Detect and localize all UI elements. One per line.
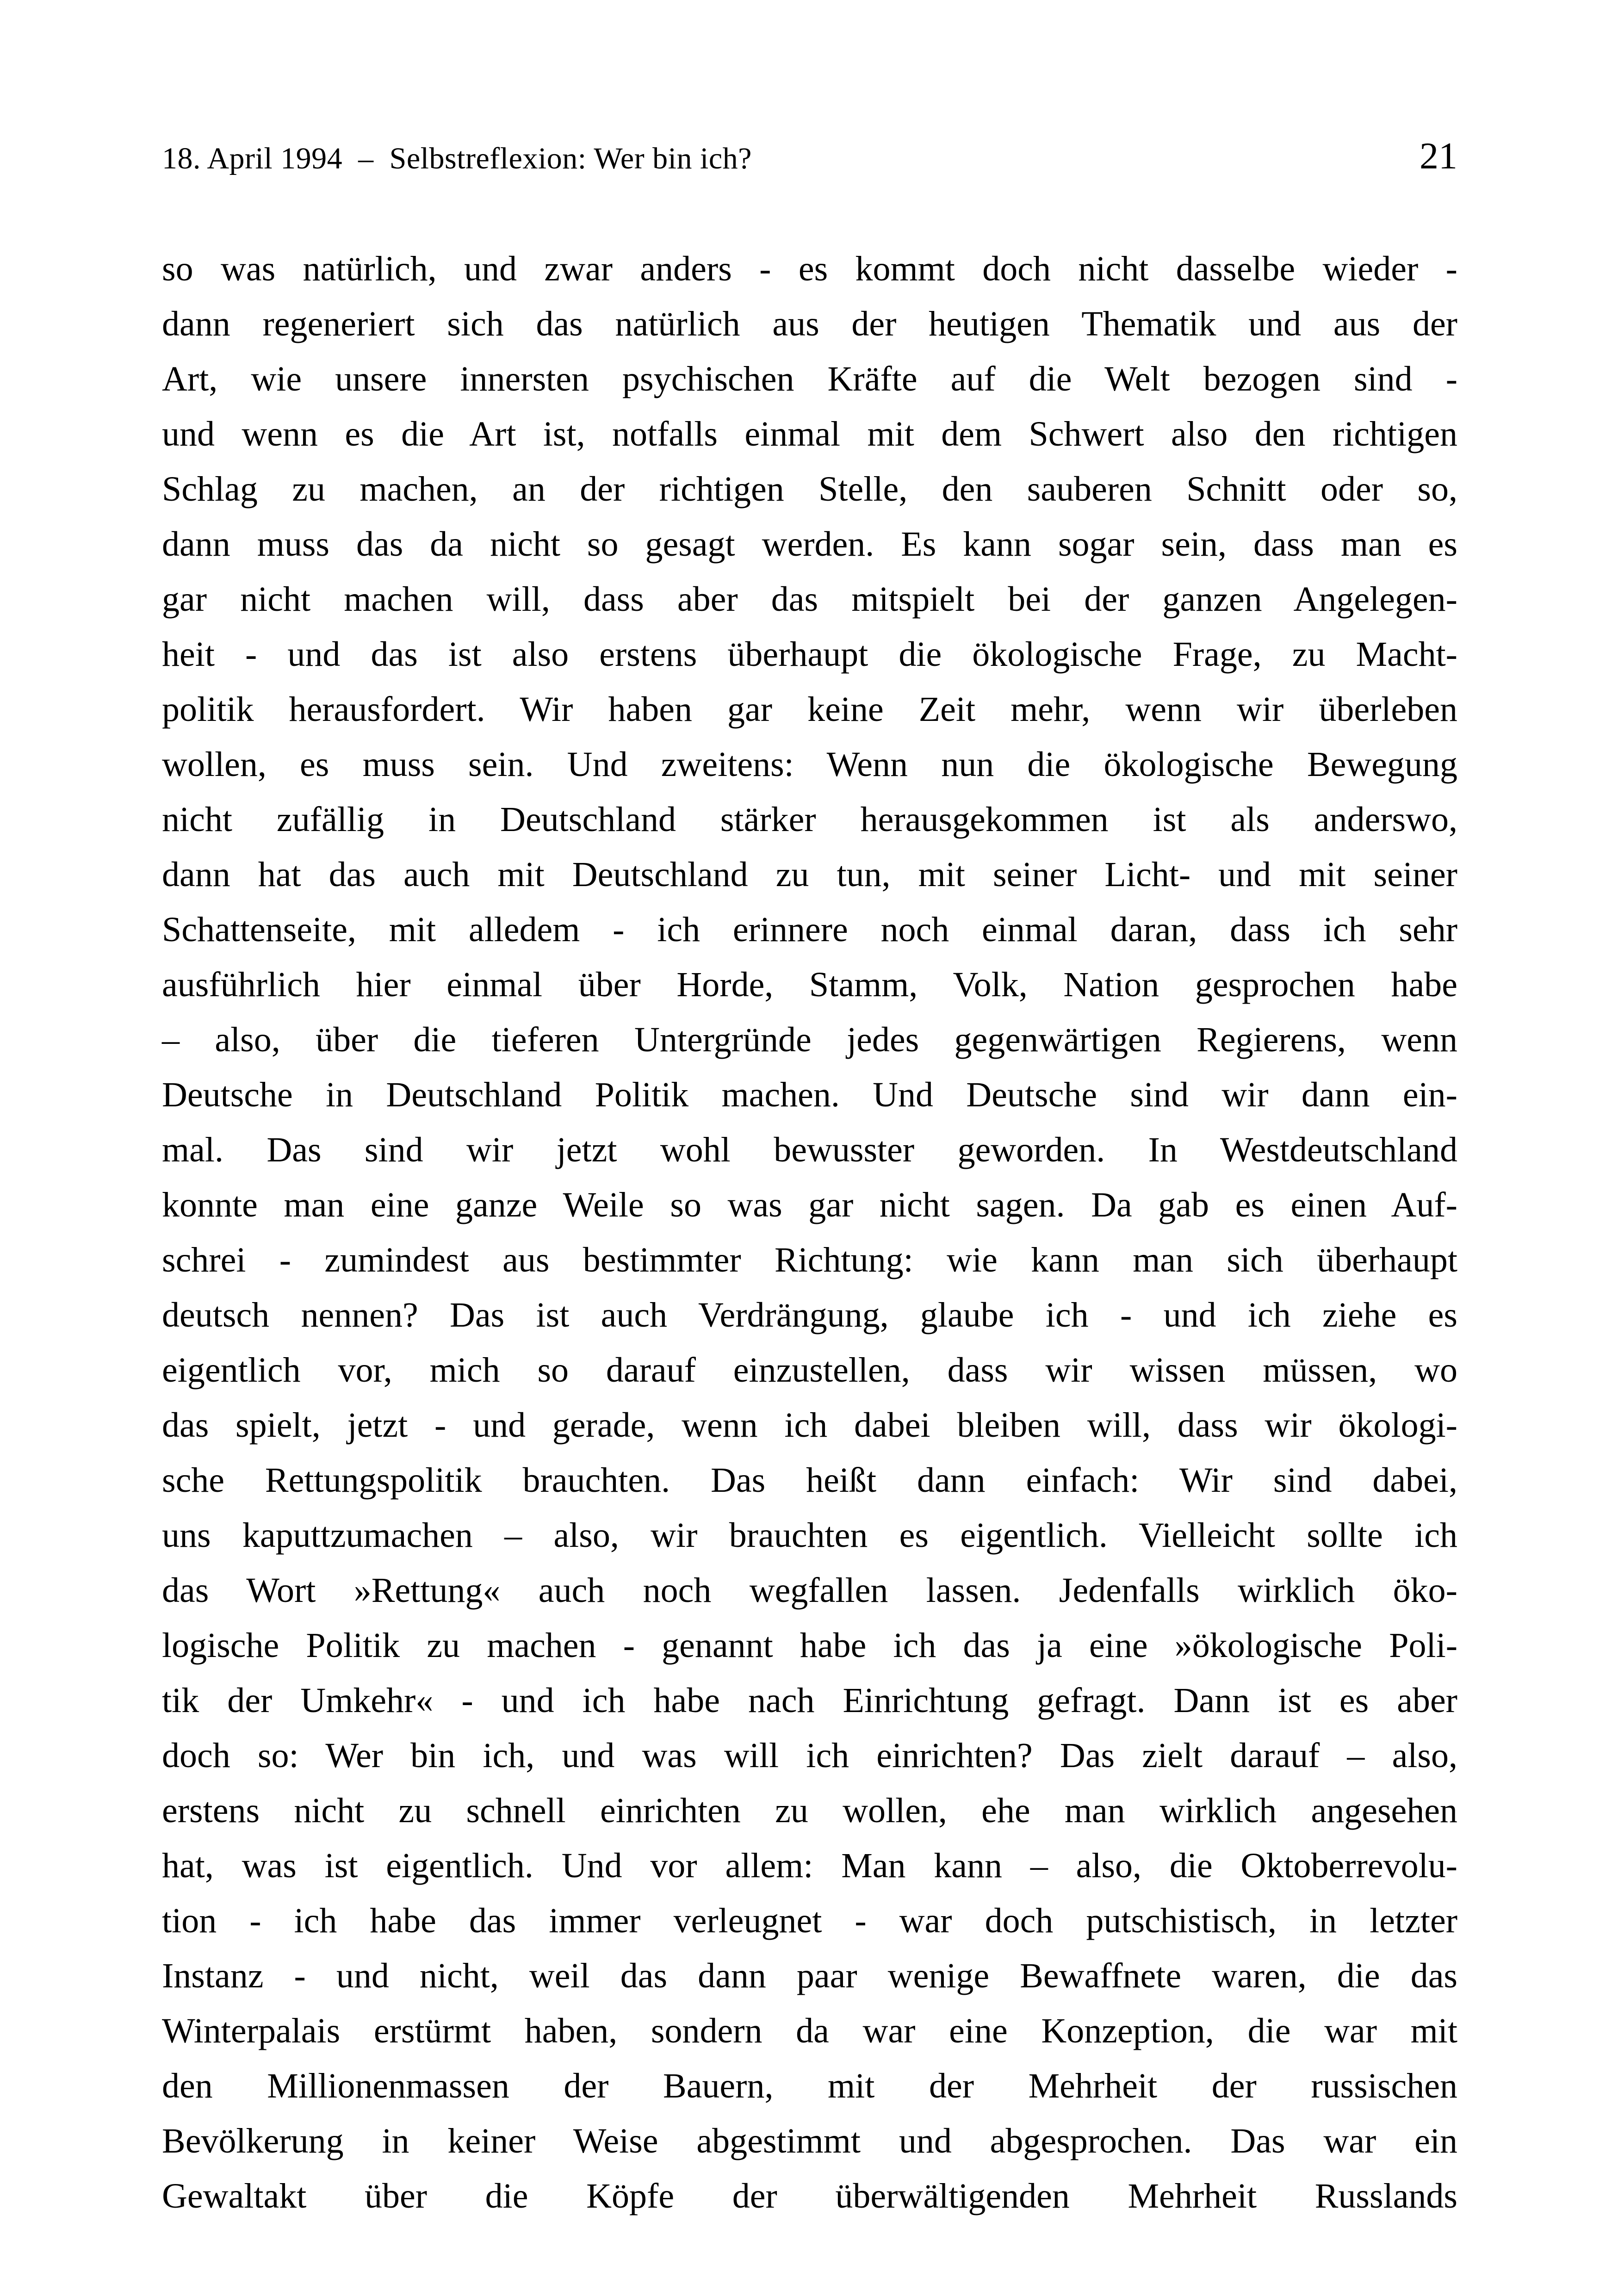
text-line: dann muss das da nicht so gesagt werden. Es kann sogar sein, dass man es	[162, 525, 1457, 564]
text-line: uns kaputtzumachen – also, wir brauchten es eigentlich. Vielleicht sollte ich	[162, 1516, 1457, 1555]
text-line: eigentlich vor, mich so darauf einzustellen, dass wir wissen müssen, wo	[162, 1351, 1457, 1390]
text-line: Schlag zu machen, an der richtigen Stelle, den sauberen Schnitt oder so,	[162, 470, 1457, 509]
text-line: hat, was ist eigentlich. Und vor allem: Man kann – also, die Oktoberrevolu-	[162, 1846, 1457, 1885]
text-line: sche Rettungspolitik brauchten. Das heißt dann einfach: Wir sind dabei,	[162, 1461, 1457, 1500]
text-line: – also, über die tieferen Untergründe jedes gegenwärtigen Regierens, wenn	[162, 1020, 1457, 1059]
text-line: das Wort »Rettung« auch noch wegfallen lassen. Jedenfalls wirklich öko-	[162, 1571, 1457, 1610]
text-line: Deutsche in Deutschland Politik machen. Und Deutsche sind wir dann ein-	[162, 1075, 1457, 1114]
page-header	[162, 134, 1457, 178]
text-line: Instanz - und nicht, weil das dann paar wenige Bewaffnete waren, die das	[162, 1956, 1457, 1995]
text-line: den Millionenmassen der Bauern, mit der Mehrheit der russischen	[162, 2066, 1457, 2105]
text-line: gar nicht machen will, dass aber das mitspielt bei der ganzen Angelegen-	[162, 580, 1457, 619]
text-line: dann hat das auch mit Deutschland zu tun, mit seiner Licht- und mit seiner	[162, 855, 1457, 894]
text-line: logische Politik zu machen - genannt habe ich das ja eine »ökologische Poli-	[162, 1626, 1457, 1665]
text-line: doch so: Wer bin ich, und was will ich einrichten? Das zielt darauf – also,	[162, 1736, 1457, 1775]
text-line: heit - und das ist also erstens überhaupt die ökologische Frage, zu Macht-	[162, 635, 1457, 674]
text-line: tik der Umkehr« - und ich habe nach Einrichtung gefragt. Dann ist es aber	[162, 1681, 1457, 1720]
body-text	[162, 242, 1457, 2224]
text-line: politik herausfordert. Wir haben gar keine Zeit mehr, wenn wir überleben	[162, 690, 1457, 729]
text-line: ausführlich hier einmal über Horde, Stamm, Volk, Nation gesprochen habe	[162, 965, 1457, 1004]
text-line: deutsch nennen? Das ist auch Verdrängung, glaube ich - und ich ziehe es	[162, 1296, 1457, 1334]
text-line: nicht zufällig in Deutschland stärker herausgekommen ist als anderswo,	[162, 800, 1457, 839]
text-line: schrei - zumindest aus bestimmter Richtung: wie kann man sich überhaupt	[162, 1241, 1457, 1279]
text-line: wollen, es muss sein. Und zweitens: Wenn nun die ökologische Bewegung	[162, 745, 1457, 784]
text-line: so was natürlich, und zwar anders - es kommt doch nicht dasselbe wieder -	[162, 249, 1457, 288]
text-line: tion - ich habe das immer verleugnet - war doch putschistisch, in letzter	[162, 1901, 1457, 1940]
text-line: Bevölkerung in keiner Weise abgestimmt und abgesprochen. Das war ein	[162, 2122, 1457, 2160]
text-line: erstens nicht zu schnell einrichten zu wollen, ehe man wirklich angesehen	[162, 1791, 1457, 1830]
running-head: 18. April 1994 – Selbstreflexion: Wer bin ich?	[162, 142, 752, 175]
text-line: Art, wie unsere innersten psychischen Kräfte auf die Welt bezogen sind -	[162, 360, 1457, 398]
text-line: Schattenseite, mit alledem - ich erinnere noch einmal daran, dass ich sehr	[162, 910, 1457, 949]
text-line: Gewaltakt über die Köpfe der überwältigenden Mehrheit Russlands	[162, 2177, 1457, 2215]
text-line: Winterpalais erstürmt haben, sondern da war eine Konzeption, die war mit	[162, 2011, 1457, 2050]
text-line: konnte man eine ganze Weile so was gar nicht sagen. Da gab es einen Auf-	[162, 1185, 1457, 1224]
text-line: mal. Das sind wir jetzt wohl bewusster geworden. In Westdeutschland	[162, 1130, 1457, 1169]
text-line: das spielt, jetzt - und gerade, wenn ich dabei bleiben will, dass wir ökologi-	[162, 1406, 1457, 1445]
text-line: dann regeneriert sich das natürlich aus der heutigen Thematik und aus der	[162, 304, 1457, 343]
page-number: 21	[1420, 135, 1457, 177]
text-line: und wenn es die Art ist, notfalls einmal mit dem Schwert also den richtigen	[162, 415, 1457, 453]
